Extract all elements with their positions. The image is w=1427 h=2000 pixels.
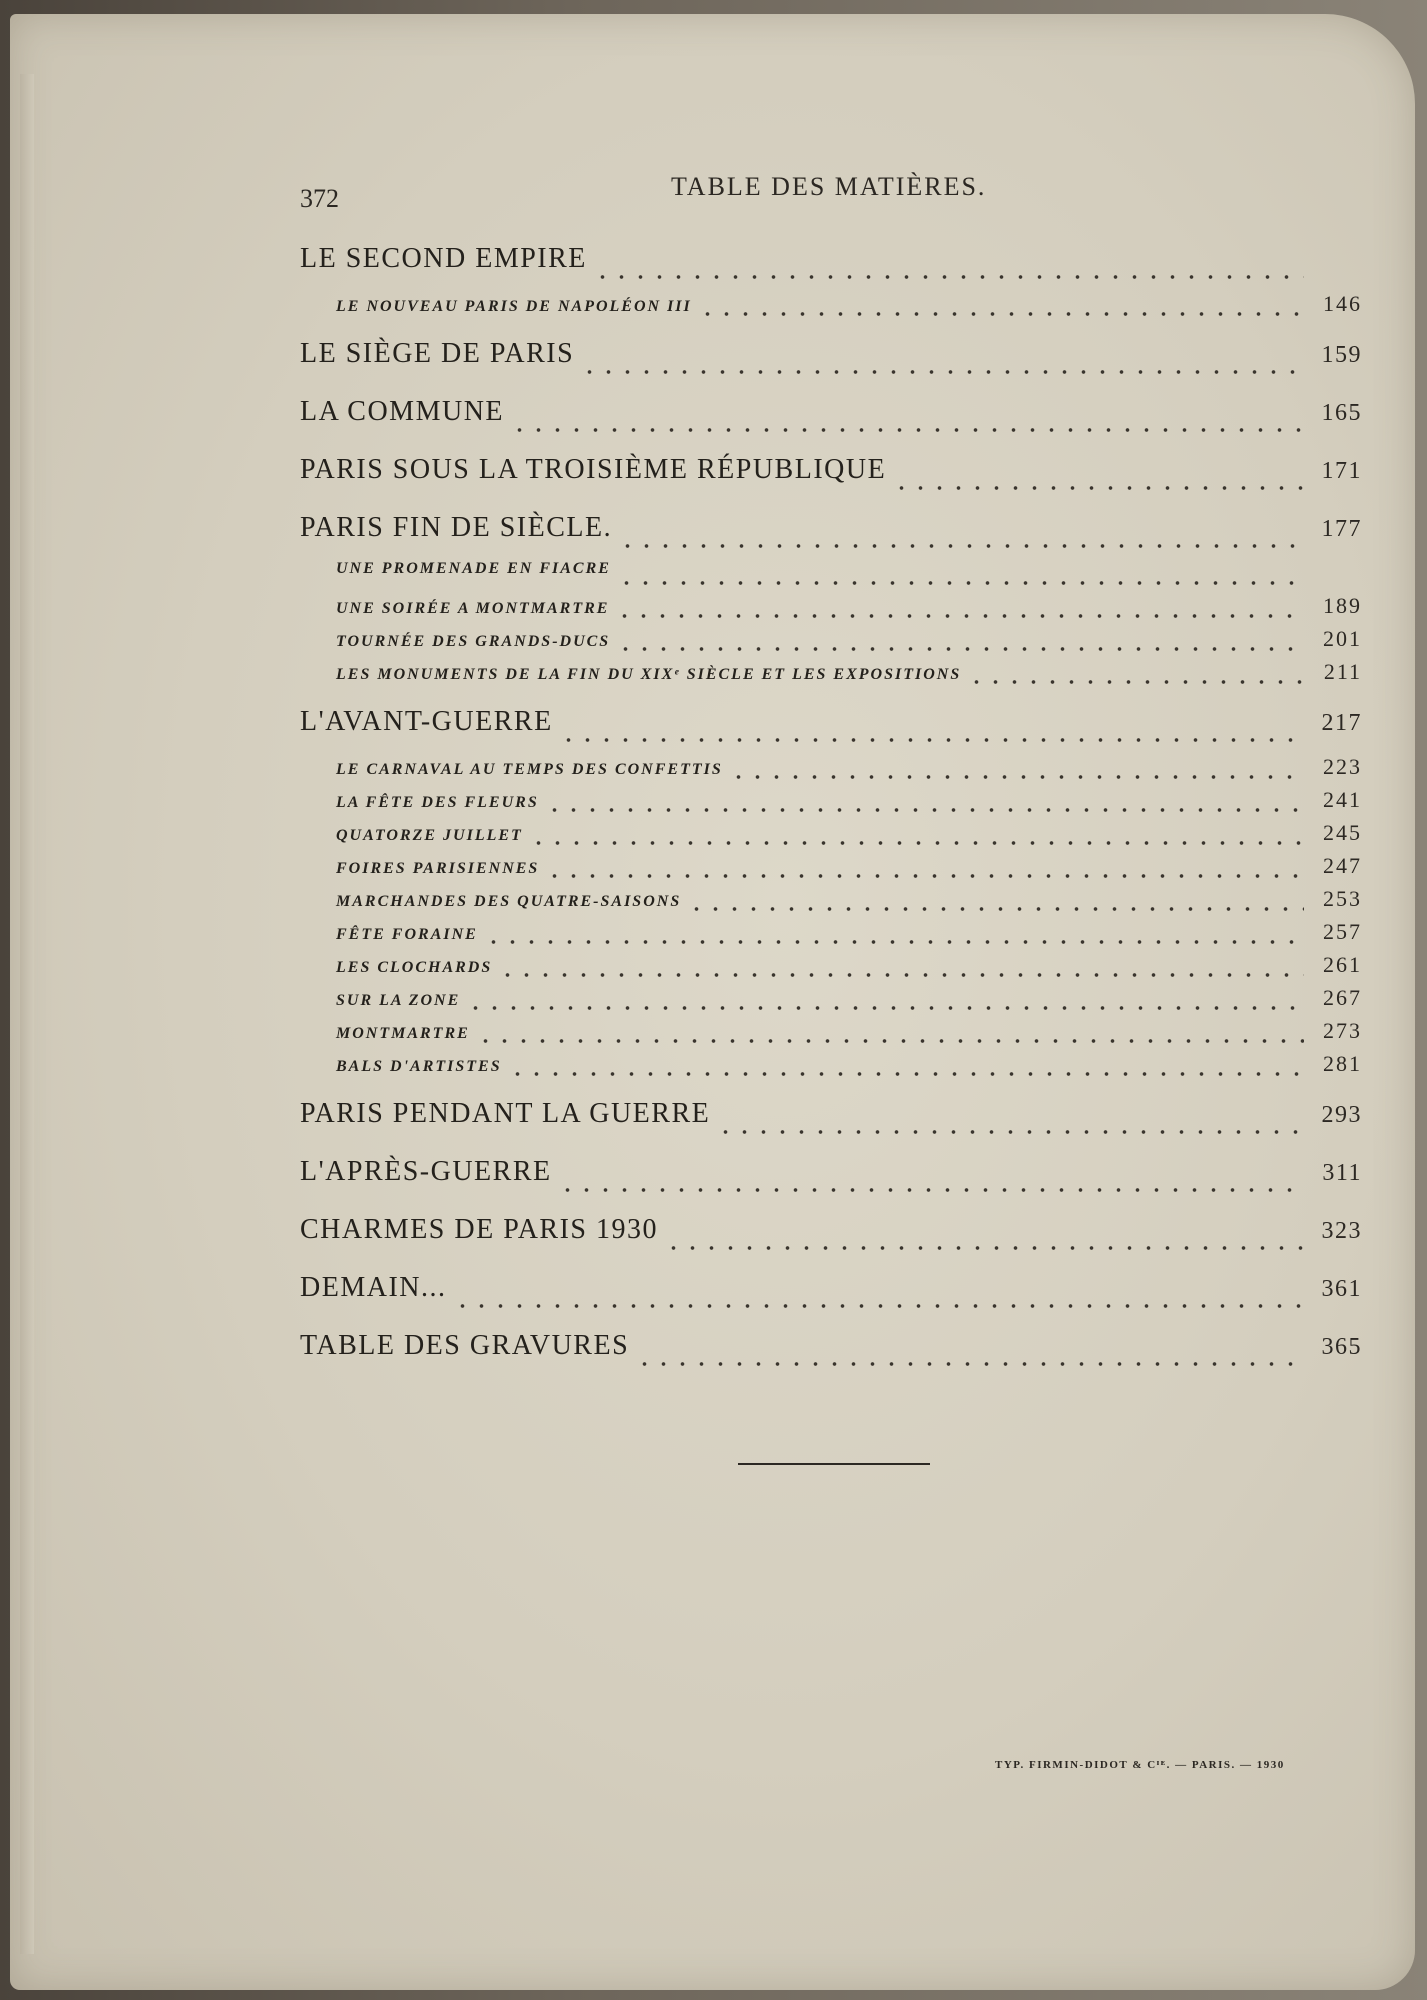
toc-section [336, 659, 1362, 692]
toc-page-number: 361 [1321, 1276, 1362, 1302]
dot-leader [698, 312, 1304, 316]
dot-leader [593, 275, 1304, 279]
toc-chapter [300, 243, 1362, 287]
toc-entry-title: SUR LA ZONE [336, 992, 461, 1009]
toc-chapter [300, 1330, 1362, 1374]
toc-page-number: 177 [1321, 516, 1362, 542]
toc-section [336, 1051, 1362, 1084]
toc-entry-title: PARIS PENDANT LA GUERRE [300, 1098, 711, 1129]
dot-leader [559, 738, 1304, 742]
dot-leader [615, 614, 1304, 618]
dot-leader [508, 1072, 1304, 1076]
toc-section [336, 787, 1362, 820]
toc-entry-title: LE SECOND EMPIRE [300, 243, 587, 274]
toc-section [336, 593, 1362, 626]
printer-imprint: TYP. FIRMIN-DIDOT & Cᴵᴱ. — PARIS. — 1930 [995, 1759, 1285, 1771]
dot-leader [967, 680, 1304, 684]
toc-page-number: 201 [1323, 626, 1362, 651]
toc-page-number: 217 [1321, 710, 1362, 736]
toc-chapter [300, 1156, 1362, 1200]
toc-section [336, 754, 1362, 787]
toc-chapter [300, 706, 1362, 750]
toc-section [336, 952, 1362, 985]
page-title: TABLE DES MATIÈRES. [671, 172, 987, 201]
toc-entry-title: FOIRES PARISIENNES [336, 860, 540, 877]
dot-leader [616, 647, 1304, 651]
toc-page-number: 165 [1321, 400, 1362, 426]
toc-entry-title: MARCHANDES DES QUATRE-SAISONS [336, 893, 682, 910]
toc-entry-title: DEMAIN... [300, 1272, 447, 1303]
toc-page-number: 257 [1323, 919, 1362, 944]
toc-entry-title: L'APRÈS-GUERRE [300, 1156, 552, 1187]
toc-entry-title: LES MONUMENTS DE LA FIN DU XIXᵉ SIÈCLE ET LES EXPOSITIONS [336, 666, 962, 683]
toc-entry-title: LA COMMUNE [300, 396, 505, 427]
toc-page-number: 253 [1323, 886, 1362, 911]
toc-entry-title: TABLE DES GRAVURES [300, 1330, 630, 1361]
toc-page-number: 245 [1323, 820, 1362, 845]
page-number: 372 [300, 184, 339, 213]
toc-chapter [300, 512, 1362, 556]
dot-leader [687, 907, 1304, 911]
dot-leader [617, 581, 1304, 585]
toc-chapter [300, 1214, 1362, 1258]
toc-entry-title: MONTMARTRE [336, 1025, 470, 1042]
dot-leader [716, 1130, 1303, 1134]
toc-page-number: 159 [1321, 342, 1362, 368]
toc-page-number: 293 [1321, 1102, 1362, 1128]
toc-page-number: 273 [1323, 1018, 1362, 1043]
dot-leader [729, 775, 1304, 779]
dot-leader [453, 1304, 1304, 1308]
toc-section [336, 560, 1362, 593]
toc-page-number: 365 [1321, 1334, 1362, 1360]
toc-page-number: 261 [1323, 952, 1362, 977]
page-edge [20, 74, 34, 1954]
toc-page-number: 311 [1322, 1160, 1362, 1186]
toc-entry-title: LE CARNAVAL AU TEMPS DES CONFETTIS [336, 761, 723, 778]
dot-leader [476, 1039, 1304, 1043]
dot-leader [510, 428, 1303, 432]
page-header [296, 172, 1336, 212]
toc-page-number: 223 [1323, 754, 1362, 779]
toc-page-number: 267 [1323, 985, 1362, 1010]
toc-entry-title: LA FÊTE DES FLEURS [336, 794, 539, 811]
toc-chapter [300, 1098, 1362, 1142]
dot-leader [558, 1188, 1304, 1192]
toc-entry-title: LES CLOCHARDS [336, 959, 493, 976]
toc-page-number: 247 [1323, 853, 1362, 878]
dot-leader [664, 1246, 1304, 1250]
toc-entry-title: TOURNÉE DES GRANDS-DUCS [336, 633, 611, 650]
dot-leader [580, 370, 1303, 374]
toc-section [336, 1018, 1362, 1051]
toc-section [336, 919, 1362, 952]
dot-leader [466, 1006, 1304, 1010]
dot-leader [545, 808, 1304, 812]
toc-page-number: 146 [1323, 291, 1362, 316]
toc-entry-title: PARIS FIN DE SIÈCLE. [300, 512, 613, 543]
toc-section [336, 853, 1362, 886]
dot-leader [529, 841, 1304, 845]
toc-page-number: 189 [1323, 593, 1362, 618]
toc-entry-title: UNE SOIRÉE A MONTMARTRE [336, 600, 610, 617]
dot-leader [498, 973, 1304, 977]
toc-entry-title: LE SIÈGE DE PARIS [300, 338, 575, 369]
toc-section [336, 985, 1362, 1018]
toc-entry-title: UNE PROMENADE EN FIACRE [336, 560, 611, 577]
toc-chapter [300, 396, 1362, 440]
dot-leader [635, 1362, 1303, 1366]
toc-page-number: 281 [1323, 1051, 1362, 1076]
book-page [10, 14, 1415, 1990]
toc-entry-title: L'AVANT-GUERRE [300, 706, 553, 737]
toc-section [336, 820, 1362, 853]
toc-page-number: 171 [1321, 458, 1362, 484]
toc-page-number: 241 [1323, 787, 1362, 812]
toc-section [336, 626, 1362, 659]
divider-rule [738, 1463, 930, 1465]
toc-page-number: 211 [1323, 659, 1362, 684]
toc-section [336, 291, 1362, 324]
toc-entry-title: BALS D'ARTISTES [336, 1058, 502, 1075]
toc-entry-title: FÊTE FORAINE [336, 926, 478, 943]
dot-leader [892, 486, 1303, 490]
toc-entry-title: PARIS SOUS LA TROISIÈME RÉPUBLIQUE [300, 454, 887, 485]
dot-leader [545, 874, 1304, 878]
toc-chapter [300, 1272, 1362, 1316]
dot-leader [618, 544, 1303, 548]
table-of-contents [300, 229, 1362, 1378]
dot-leader [484, 940, 1304, 944]
toc-chapter [300, 454, 1362, 498]
toc-entry-title: LE NOUVEAU PARIS DE NAPOLÉON III [336, 298, 692, 315]
toc-page-number: 323 [1321, 1218, 1362, 1244]
toc-section [336, 886, 1362, 919]
toc-entry-title: CHARMES DE PARIS 1930 [300, 1214, 658, 1245]
toc-chapter [300, 338, 1362, 382]
toc-entry-title: QUATORZE JUILLET [336, 827, 523, 844]
